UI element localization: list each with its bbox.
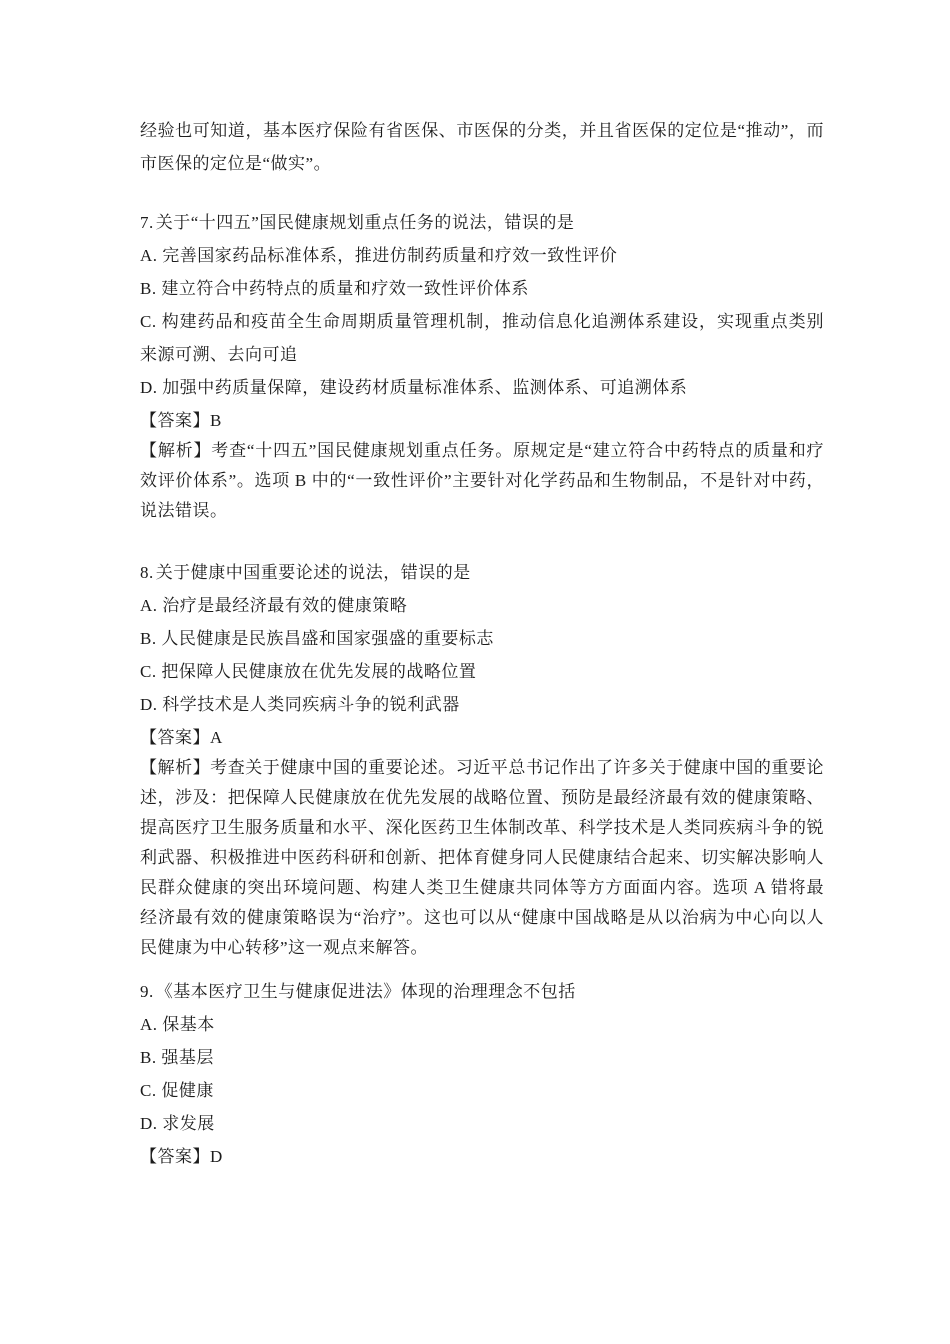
question-7-stem-text: 关于“十四五”国民健康规划重点任务的说法，错误的是 <box>155 213 575 232</box>
question-8-option-c: C. 把保障人民健康放在优先发展的战略位置 <box>140 662 477 681</box>
question-9-answer-value: D <box>210 1147 223 1166</box>
question-9-option-d: D. 求发展 <box>140 1114 215 1133</box>
question-7-answer-line <box>140 406 824 436</box>
analysis-label: 【解析】 <box>140 441 212 460</box>
answer-label: 【答案】 <box>140 1147 210 1166</box>
question-8-option-d: D. 科学技术是人类同疾病斗争的锐利武器 <box>140 695 460 714</box>
question-7-option-b: B. 建立符合中药特点的质量和疗效一致性评价体系 <box>140 279 529 298</box>
question-9-option-a: A. 保基本 <box>140 1015 215 1034</box>
question-9-answer-line <box>140 1142 824 1172</box>
question-7-stem <box>140 206 824 239</box>
question-7-option-a: A. 完善国家药品标准体系，推进仿制药质量和疗效一致性评价 <box>140 246 618 265</box>
question-8-stem-text: 关于健康中国重要论述的说法，错误的是 <box>155 563 471 582</box>
question-9-stem <box>140 975 824 1008</box>
answer-label: 【答案】 <box>140 728 210 747</box>
question-7-option-d: D. 加强中药质量保障，建设药材质量标准体系、监测体系、可追溯体系 <box>140 378 688 397</box>
question-9-number: 9. <box>140 982 154 1001</box>
question-7-option-c: C. 构建药品和疫苗全生命周期质量管理机制，推动信息化追溯体系建设，实现重点类别来源可溯、去向可追 <box>140 312 824 364</box>
answer-label: 【答案】 <box>140 411 210 430</box>
question-7-number: 7. <box>140 213 154 232</box>
question-7-analysis-text: 考查“十四五”国民健康规划重点任务。原规定是“建立符合中药特点的质量和疗效评价体系”。选项 B 中的“一致性评价”主要针对化学药品和生物制品，不是针对中药，说法错误。 <box>140 441 825 520</box>
question-7 <box>140 206 824 526</box>
question-9-stem-text: 《基本医疗卫生与健康促进法》体现的治理理念不包括 <box>155 982 576 1001</box>
question-8-option-a: A. 治疗是最经济最有效的健康策略 <box>140 596 408 615</box>
document-content <box>140 114 824 1172</box>
question-7-answer-value: B <box>210 411 222 430</box>
question-8-number: 8. <box>140 563 154 582</box>
question-8-answer-value: A <box>210 728 223 747</box>
question-8-analysis-text: 考查关于健康中国的重要论述。习近平总书记作出了许多关于健康中国的重要论述，涉及：把保障人民健康放在优先发展的战略位置、预防是最经济最有效的健康策略、提高医疗卫生服务质量和水平、深化医药卫生体制改革、科学技术是人类同疾病斗争的锐利武器、积极推进中医药科研和创新、把体育健身同人民健康结合起来、切实解决影响人民群众健康的突出环境问题、构建人类卫生健康共同体等方方面面内容。选项 A 错将最经济最有效的健康策略误为“治疗”。这也可以从“健康中国战略是从以治病为中心向以人民健康为中心转移”这一观点来解答。 <box>140 758 825 957</box>
analysis-label: 【解析】 <box>140 758 211 777</box>
question-8-stem <box>140 556 824 589</box>
question-7-analysis <box>140 436 824 526</box>
intro-paragraph: 经验也可知道，基本医疗保险有省医保、市医保的分类，并且省医保的定位是“推动”，而市医保的定位是“做实”。 <box>140 121 824 173</box>
question-8-option-b: B. 人民健康是民族昌盛和国家强盛的重要标志 <box>140 629 494 648</box>
question-9-option-b: B. 强基层 <box>140 1048 214 1067</box>
question-9-option-c: C. 促健康 <box>140 1081 214 1100</box>
question-8 <box>140 556 824 963</box>
question-8-analysis <box>140 753 824 963</box>
question-9 <box>140 975 824 1172</box>
question-8-answer-line <box>140 723 824 753</box>
